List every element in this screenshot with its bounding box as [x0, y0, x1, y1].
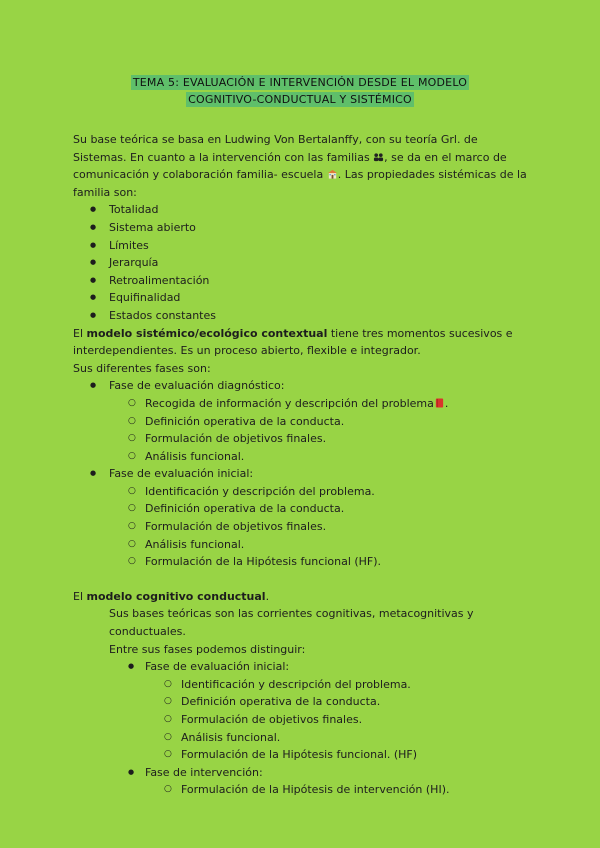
list-item: ○ Análisis funcional. [73, 536, 533, 554]
cognitive-phase1-list [73, 658, 533, 676]
item-end: . [444, 396, 449, 410]
systemic-phases-list-2 [73, 465, 533, 483]
list-item: ○ Definición operativa de la conducta. [73, 413, 533, 431]
list-item [73, 395, 533, 413]
cognitive-bases: Sus bases teóricas son las corrientes cognitivas, metacognitivas y conductuales. [109, 607, 474, 639]
list-item: ○ Identificación y descripción del problema. [73, 676, 533, 694]
intro-paragraph [73, 131, 533, 201]
school-icon [327, 169, 338, 179]
systemic-phases-list [73, 377, 533, 395]
list-item: ● Fase de intervención: [73, 764, 533, 782]
cognitive-phase1-items [73, 676, 533, 764]
list-item: ● Fase de evaluación inicial: [73, 465, 533, 483]
cognitive-phases-intro: Entre sus fases podemos distinguir: [109, 642, 306, 656]
cognitive-phase2-list [73, 764, 533, 782]
list-item: ○ Formulación de la Hipótesis funcional. (HF) [73, 746, 533, 764]
list-item: ● Jerarquía [73, 254, 533, 272]
intro-text-1: Su base teórica se basa en Ludwing Von Bertalanffy, con su teoría Grl. de Sistemas. En cuanto a la intervención con las familias [73, 133, 478, 164]
document-body [73, 131, 533, 799]
systemic-prefix: El [73, 326, 87, 340]
list-item: ○ Formulación de objetivos finales. [73, 430, 533, 448]
cognitive-phases [73, 658, 533, 799]
systemic-suffix: tiene tres momentos sucesivos e interdependientes. Es un proceso abierto, flexible e integrador. [73, 326, 513, 358]
list-item: ○ Definición operativa de la conducta. [73, 500, 533, 518]
list-item: ● Equifinalidad [73, 289, 533, 307]
intro-text-2: , se da en el marco de comunicación y colaboración familia- escuela [73, 150, 507, 182]
list-item [73, 377, 533, 395]
title-line-1: TEMA 5: EVALUACIÓN E INTERVENCIÓN DESDE EL MODELO [132, 76, 468, 89]
cognitive-phase2-items [73, 781, 533, 799]
list-item: ○ Formulación de la Hipótesis de intervención (HI). [73, 781, 533, 799]
list-item: ● Estados constantes [73, 307, 533, 325]
properties-list [73, 201, 533, 324]
family-icon [373, 152, 384, 162]
cognitive-suffix: . [265, 589, 270, 603]
list-item: ○ Definición operativa de la conducta. [73, 693, 533, 711]
cognitive-model-term: modelo cognitivo conductual [86, 589, 266, 603]
list-item: ● Límites [73, 237, 533, 255]
document-title [0, 75, 600, 109]
list-item: ○ Identificación y descripción del problema. [73, 483, 533, 501]
phase-label: Fase de evaluación diagnóstico: [109, 379, 285, 393]
list-item: ○ Análisis funcional. [73, 448, 533, 466]
list-item: ○ Formulación de la Hipótesis funcional (HF). [73, 553, 533, 571]
list-item: ○ Formulación de objetivos finales. [73, 711, 533, 729]
intro-text-3: . Las propiedades sistémicas de la familia son: [73, 168, 527, 199]
systemic-model-term: modelo sistémico/ecológico contextual [86, 326, 328, 340]
systemic-phase1-items [73, 395, 533, 465]
list-item: ● Fase de evaluación inicial: [73, 658, 533, 676]
title-line-2: COGNITIVO-CONDUCTUAL Y SISTÉMICO [188, 93, 412, 106]
list-item: ○ Análisis funcional. [73, 729, 533, 747]
list-item: ○ Formulación de objetivos finales. [73, 518, 533, 536]
systemic-phases-intro: Sus diferentes fases son: [73, 361, 211, 375]
cognitive-model-paragraph [73, 588, 533, 606]
spacer [73, 571, 533, 588]
item-text: Recogida de información y descripción del problema [145, 396, 434, 410]
systemic-phase2-items [73, 483, 533, 571]
list-item: ● Sistema abierto [73, 219, 533, 237]
cognitive-prefix: El [73, 589, 87, 603]
list-item: ● Totalidad [73, 201, 533, 219]
systemic-model-paragraph [73, 325, 533, 360]
list-item: ● Retroalimentación [73, 272, 533, 290]
book-icon [434, 398, 445, 408]
